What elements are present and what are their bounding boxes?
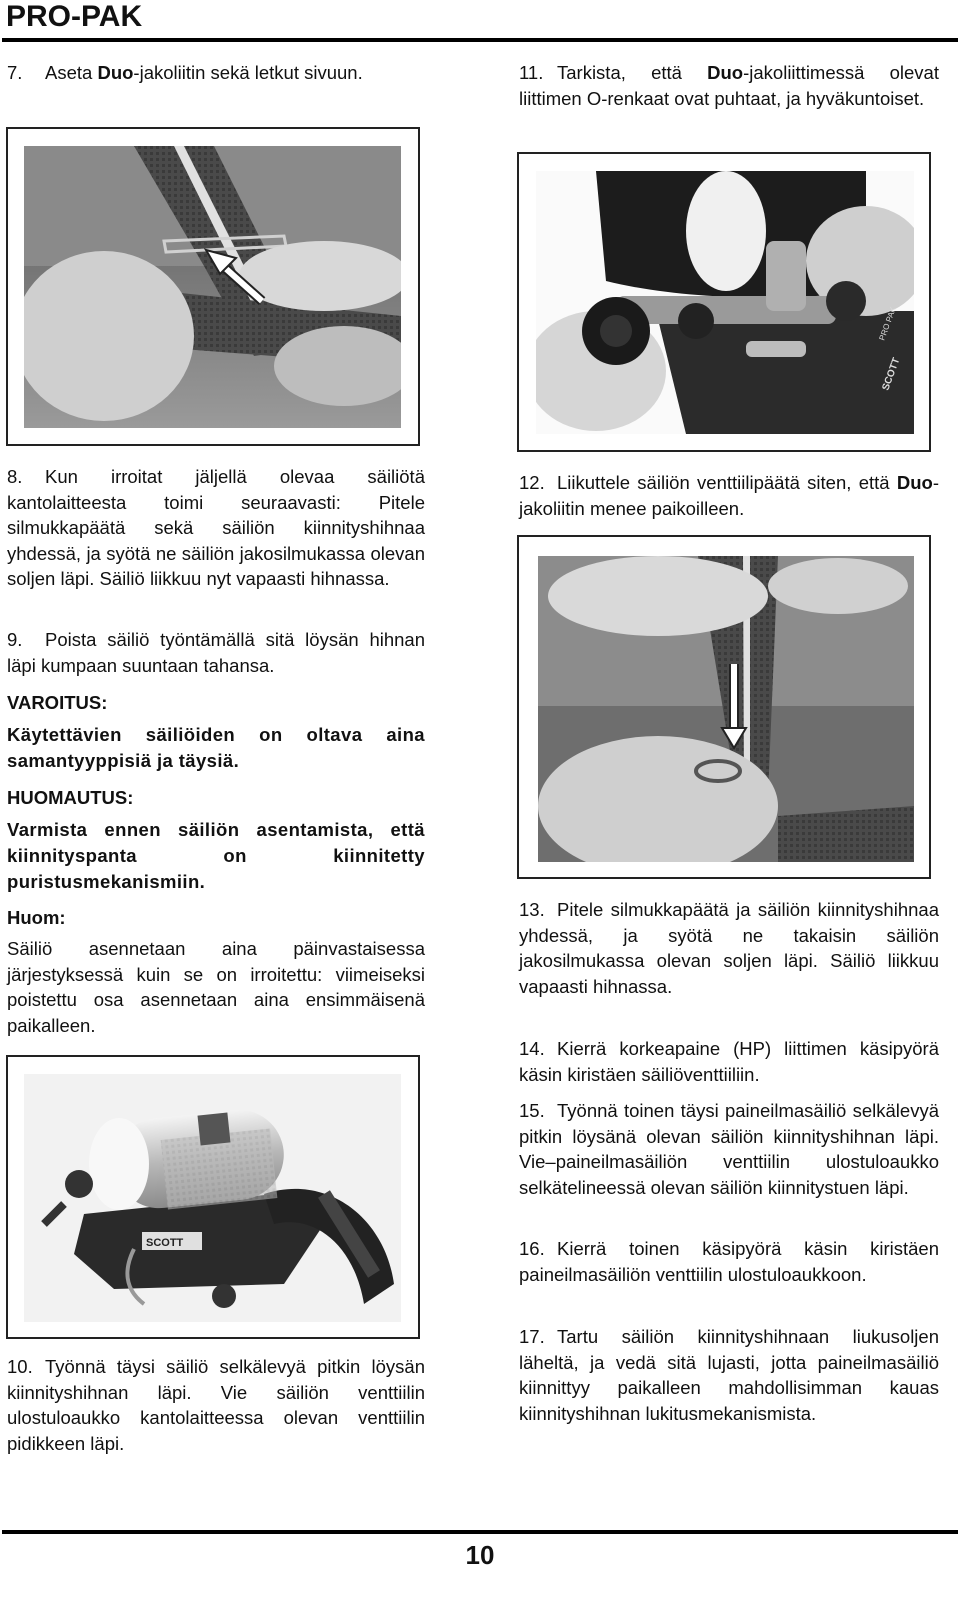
step-number: 13. [519,899,545,920]
step-text: Kierrä toinen käsipyörä käsin kiristäen paineilmasäiliön venttiilin ulostuloaukkoon. [519,1238,939,1285]
step-number: 7. [7,62,23,83]
brand-duo: Duo [97,62,134,83]
apparatus-illustration [24,1074,401,1322]
step-number: 10. [7,1356,33,1377]
propak-brand-label: PRO PAK [877,305,898,342]
note-text: Säiliö asennetaan aina päinvastaisessa järjestyksessä kuin se on irroitettu: viimeiseksi poistettu osa asennetaan aina ensimmäisenä paikalleen. [7,938,425,1036]
step-number: 15. [519,1100,545,1121]
photo-frame-apparatus [6,1055,420,1339]
step-12 [519,470,939,521]
step-text-post: -jakoliitin sekä letkut sivuun. [133,62,363,83]
strap-buckle-illustration [24,146,401,428]
step-text: Kierrä korkeapaine (HP) liittimen käsipyörä käsin kiristäen säiliöventtiiliin. [519,1038,939,1085]
header-divider [2,38,958,42]
brand-duo: Duo [707,62,744,83]
photo-duo-connector [536,171,914,434]
step-number: 16. [519,1238,545,1259]
step-15 [519,1098,939,1200]
photo-strap-buckle [24,146,401,428]
scott-brand-label: SCOTT [880,356,903,393]
step-text-post: -jakoliitin menee paikoilleen. [519,472,939,519]
step-text: Pitele silmukkapäätä ja säiliön kiinnityshihnaa yhdessä, ja syötä ne takaisin säiliön jakosilmukassa olevan soljen läpi. Säiliö liikkuu vapaasti hihnassa. [519,899,939,997]
caution-title: HUOMAUTUS: [7,787,134,808]
step-number: 12. [519,472,545,493]
step-text-pre: Liikuttele säiliön venttiilipäätä siten, että [557,472,897,493]
step-number: 9. [7,629,23,650]
step-7 [7,60,425,86]
strap-pull-illustration [538,556,914,862]
step-14 [519,1036,939,1087]
warning-title: VAROITUS: [7,692,108,713]
duo-connector-illustration [536,171,914,434]
step-16 [519,1236,939,1287]
step-text: Kun irroitat jäljellä olevaa säiliötä kantolaitteesta toimi seuraavasti: Pitele silmukkapäätä sekä säiliön kiinnityshihnaa yhdessä, ja syötä ne säiliön jakosilmukassa olevan soljen läpi. Säiliö liikkuu nyt vapaasti hihnassa. [7,466,425,590]
page-header-title: PRO-PAK [6,0,143,33]
caution-block [7,785,425,895]
step-8 [7,464,425,592]
step-10 [7,1354,425,1456]
footer-divider [2,1530,958,1534]
note-block [7,905,425,1038]
step-number: 17. [519,1326,545,1347]
step-text: Työnnä toinen täysi paineilmasäiliö selkälevyä pitkin löysänä olevan säiliön kiinnityshihnan läpi. Vie–paineilmasäiliön venttiilin ulostuloaukko selkätelineessä olevan säiliön kiinnitystuen läpi. [519,1100,939,1198]
note-title: Huom: [7,907,66,928]
caution-text: Varmista ennen säiliön asentamista, että kiinnityspanta on kiinnitetty puristusmekanismiin. [7,819,425,892]
step-number: 8. [7,466,23,487]
step-text: Poista säiliö työntämällä sitä löysän hihnan läpi kumpaan suuntaan tahansa. [7,629,425,676]
photo-frame-strap-buckle [6,127,420,446]
step-text-pre: Aseta [45,62,98,83]
brand-duo: Duo [896,472,933,493]
step-text-post: -jakoliittimessä olevat liittimen O-renkaat ovat puhtaat, ja hyväkuntoiset. [519,62,939,109]
photo-apparatus [24,1074,401,1322]
step-text-pre: Tarkista, että [557,62,708,83]
step-number: 11. [519,62,544,83]
step-11 [519,60,939,111]
photo-frame-duo-connector [517,152,931,452]
page-number: 10 [465,1540,495,1570]
photo-strap-pull [538,556,914,862]
step-text: Tartu säiliön kiinnityshihnaan liukusoljen läheltä, ja vedä sitä lujasti, jotta paineilmasäiliö kiinnittyy paikalleen mahdollisimman kauas kiinnityshihnan lukitusmekanismista. [519,1326,939,1424]
warning-text: Käytettävien säiliöiden on oltava aina samantyyppisiä ja täysiä. [7,724,425,771]
step-13 [519,897,939,999]
step-9 [7,627,425,678]
step-text: Työnnä täysi säiliö selkälevyä pitkin löysän kiinnityshihnan läpi. Vie säiliön venttiilin ulostuloaukko kantolaitteessa olevan venttiilin pidikkeen läpi. [7,1356,425,1454]
step-17 [519,1324,939,1426]
photo-frame-strap-pull [517,535,931,879]
warning-block [7,690,425,774]
step-number: 14. [519,1038,545,1059]
scott-brand-label: SCOTT [146,1237,184,1249]
